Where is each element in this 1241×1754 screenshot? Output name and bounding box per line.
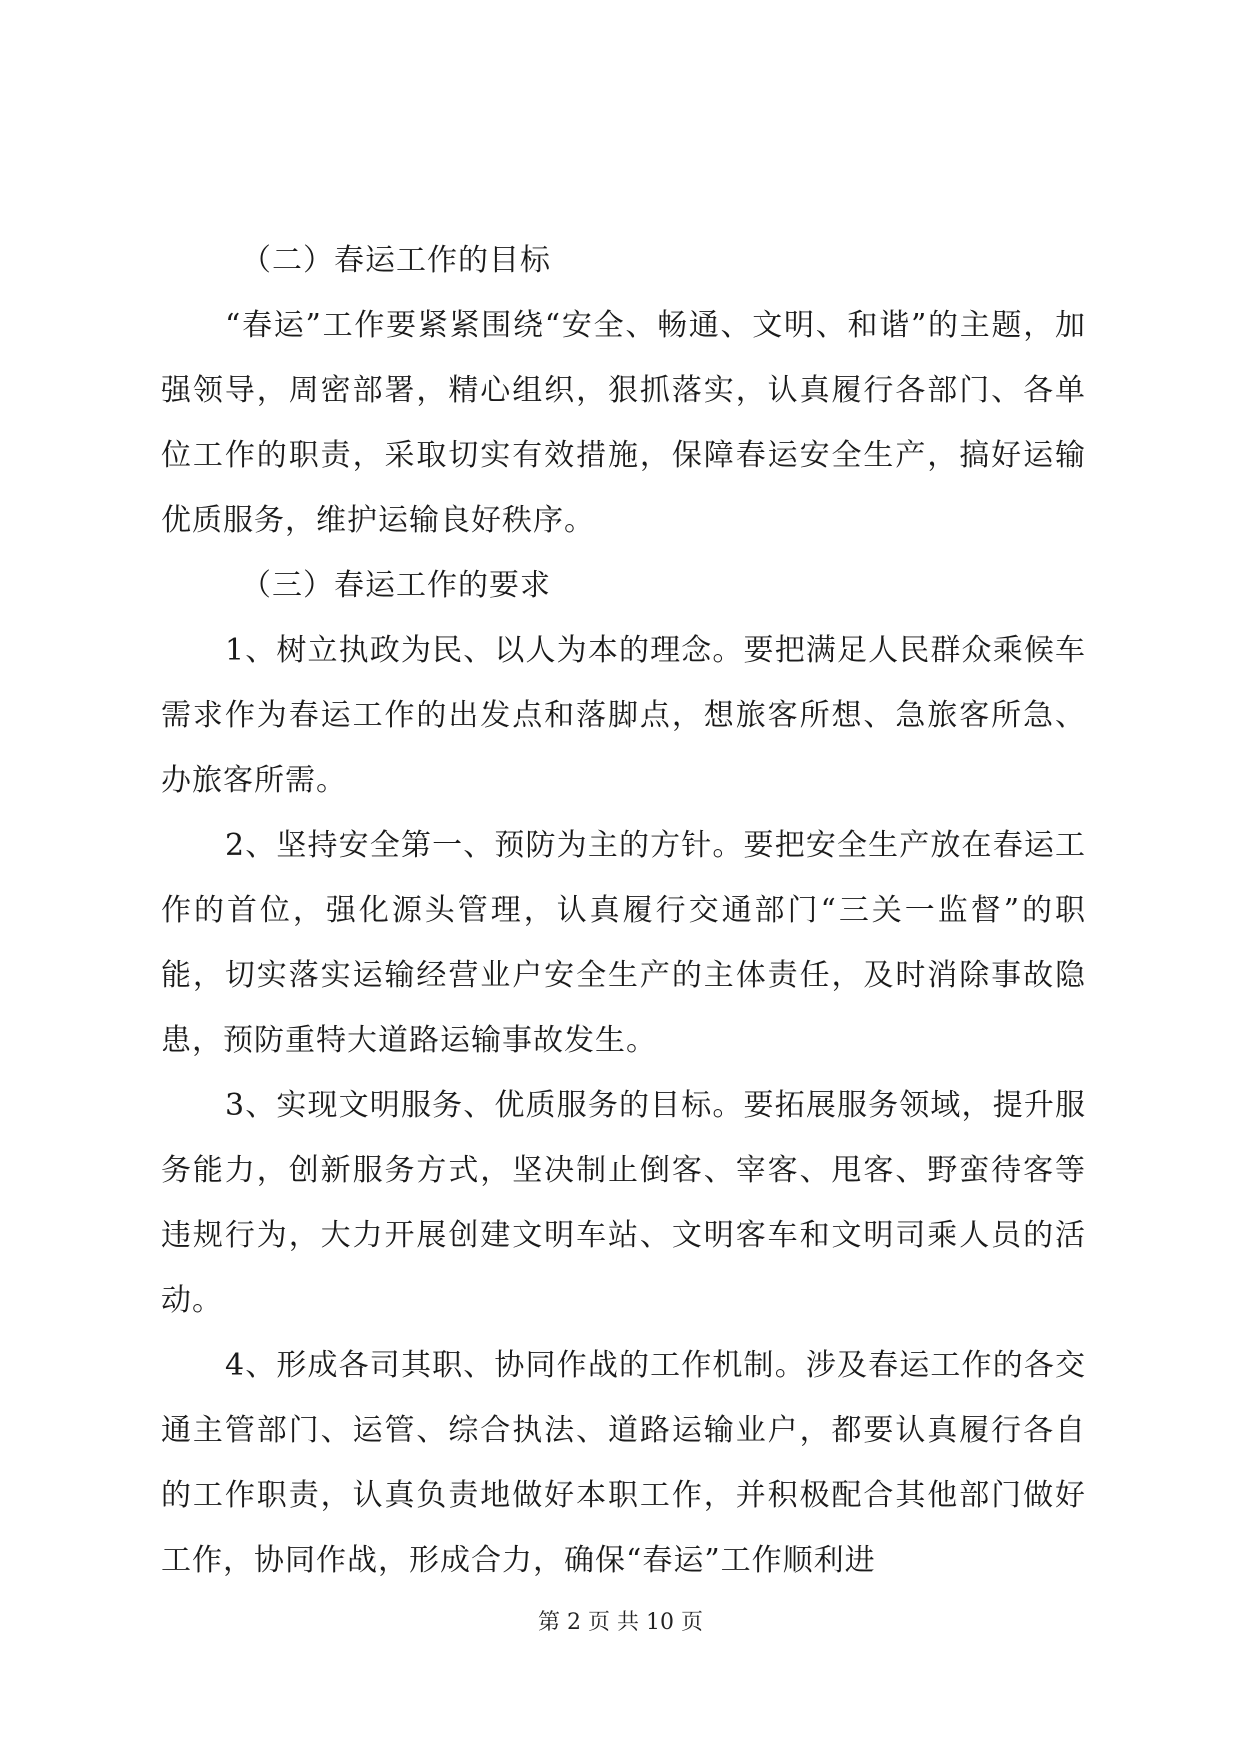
paragraph-requirement-1: 1、树立执政为民、以人为本的理念。要把满足人民群众乘候车需求作为春运工作的出发点和落脚点，想旅客所想、急旅客所急、办旅客所需。 xyxy=(161,633,1086,798)
section-heading-goal: （二）春运工作的目标 xyxy=(241,243,551,278)
page-footer xyxy=(0,1605,1241,1636)
section-heading-requirements: （三）春运工作的要求 xyxy=(241,568,551,603)
paragraph-goal: “春运”工作要紧紧围绕“安全、畅通、文明、和谐”的主题，加强领导，周密部署，精心组织，狠抓落实，认真履行各部门、各单位工作的职责，采取切实有效措施，保障春运安全生产，搞好运输优质服务，维护运输良好秩序。 xyxy=(161,308,1086,538)
page-number-label: 第 2 页 共 10 页 xyxy=(538,1610,703,1635)
paragraph-requirement-3: 3、实现文明服务、优质服务的目标。要拓展服务领域，提升服务能力，创新服务方式，坚决制止倒客、宰客、甩客、野蛮待客等违规行为，大力开展创建文明车站、文明客车和文明司乘人员的活动。 xyxy=(161,1088,1086,1318)
paragraph-requirement-2: 2、坚持安全第一、预防为主的方针。要把安全生产放在春运工作的首位，强化源头管理，认真履行交通部门“三关一监督”的职能，切实落实运输经营业户安全生产的主体责任，及时消除事故隐患，预防重特大道路运输事故发生。 xyxy=(161,828,1086,1058)
paragraph-requirement-4: 4、形成各司其职、协同作战的工作机制。涉及春运工作的各交通主管部门、运管、综合执法、道路运输业户，都要认真履行各自的工作职责，认真负责地做好本职工作，并积极配合其他部门做好工作，协同作战，形成合力，确保“春运”工作顺利进 xyxy=(161,1348,1086,1578)
document-body xyxy=(161,228,1086,1593)
